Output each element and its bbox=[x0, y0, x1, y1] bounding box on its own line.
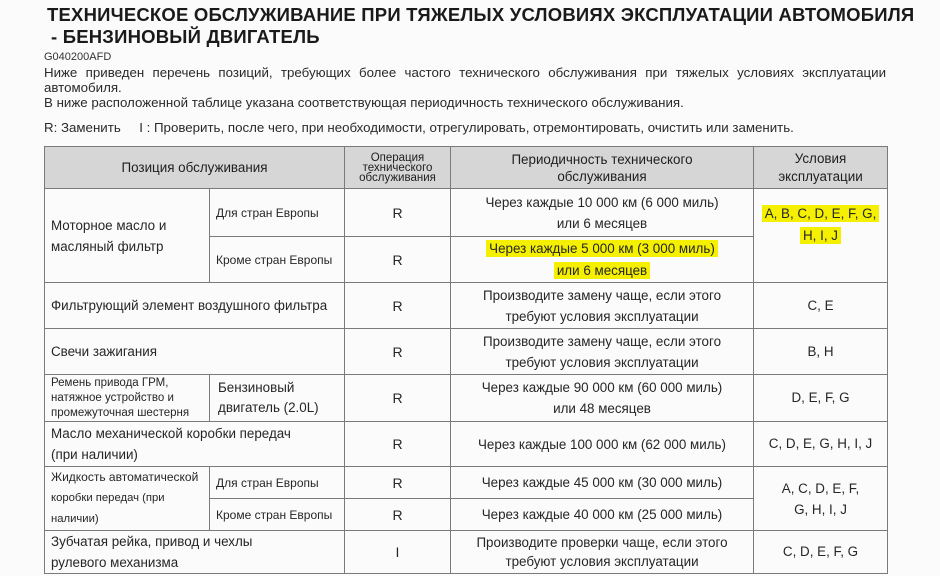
position-line: масляный фильтр bbox=[51, 238, 164, 254]
intro-text bbox=[44, 65, 886, 110]
conditions-cell: C, D, E, F, G bbox=[754, 531, 888, 574]
operation-cell: R bbox=[345, 283, 451, 329]
period-cell bbox=[451, 283, 754, 329]
maintenance-table bbox=[44, 146, 888, 574]
position-line: Зубчатая рейка, привод и чехлы bbox=[51, 534, 253, 549]
highlighted-conditions: H, I, J bbox=[800, 227, 841, 244]
sub-position-cell: Кроме стран Европы bbox=[210, 237, 345, 283]
position-line: рулевого механизма bbox=[51, 555, 179, 570]
period-line: Производите проверки чаще, если этого bbox=[476, 535, 728, 550]
operation-cell: R bbox=[345, 189, 451, 237]
position-line: натяжное устройство и bbox=[51, 391, 174, 404]
highlighted-conditions: A, B, C, D, E, F, G, bbox=[762, 205, 880, 222]
position-cell bbox=[45, 189, 210, 283]
period-line: требуют условия эксплуатации bbox=[505, 308, 699, 324]
operation-cell: R bbox=[345, 499, 451, 531]
period-cell bbox=[451, 189, 754, 237]
conditions-cell: D, E, F, G bbox=[754, 375, 888, 422]
header-period-line2: обслуживания bbox=[557, 168, 647, 184]
page-title bbox=[47, 4, 927, 48]
highlighted-period: Через каждые 5 000 км (3 000 миль) bbox=[486, 240, 718, 257]
position-cell bbox=[45, 531, 345, 574]
operation-cell: R bbox=[345, 329, 451, 375]
conditions-cell bbox=[754, 189, 888, 283]
period-line: или 6 месяцев bbox=[556, 215, 648, 231]
position-line: коробки передач (при наличии) bbox=[51, 492, 165, 525]
document-code: G040200AFD bbox=[44, 51, 112, 63]
header-period bbox=[451, 147, 754, 189]
conditions-cell bbox=[754, 467, 888, 531]
period-line: Производите замену чаще, если этого bbox=[482, 333, 722, 349]
title-line-1: ТЕХНИЧЕСКОЕ ОБСЛУЖИВАНИЕ ПРИ ТЯЖЕЛЫХ УСЛОВИЯХ ЭКСПЛУАТАЦИИ АВТОМОБИЛЯ bbox=[47, 4, 915, 25]
position-line: Моторное масло и bbox=[51, 217, 167, 233]
period-cell: Через каждые 45 000 км (30 000 миль) bbox=[451, 467, 754, 499]
period-line: Производите замену чаще, если этого bbox=[482, 287, 722, 303]
sub-position-cell bbox=[210, 375, 345, 422]
position-line: Ремень привода ГРМ, bbox=[51, 376, 169, 389]
position-cell: Свечи зажигания bbox=[45, 329, 345, 375]
table-row bbox=[45, 467, 888, 499]
period-cell: Через каждые 100 000 км (62 000 миль) bbox=[451, 422, 754, 467]
table-row bbox=[45, 189, 888, 237]
position-line: Жидкость автоматической bbox=[51, 470, 199, 484]
intro-paragraph-1: Ниже приведен перечень позиций, требующих более частого технического обслуживания при тяжелых условиях эксплуатации автомобиля. bbox=[44, 65, 886, 95]
sub-position-line: двигатель (2.0L) bbox=[218, 400, 319, 415]
period-cell bbox=[451, 531, 754, 574]
header-operation-line1: Операция bbox=[370, 151, 425, 164]
operation-cell: R bbox=[345, 237, 451, 283]
position-cell bbox=[45, 375, 210, 422]
period-line: требуют условия эксплуатации bbox=[505, 554, 699, 569]
period-line: Через каждые 10 000 км (6 000 миль) bbox=[485, 194, 719, 210]
period-cell bbox=[451, 375, 754, 422]
header-operation bbox=[345, 147, 451, 189]
intro-paragraph-2: В ниже расположенной таблице указана соответствующая периодичность технического обслуживания. bbox=[44, 95, 684, 110]
conditions-line: A, C, D, E, F, bbox=[781, 480, 860, 496]
period-line: требуют условия эксплуатации bbox=[505, 354, 699, 370]
position-cell bbox=[45, 467, 210, 531]
period-line: или 48 месяцев bbox=[553, 401, 651, 416]
header-period-line1: Периодичность технического bbox=[511, 151, 693, 167]
operation-cell: I bbox=[345, 531, 451, 574]
operation-cell: R bbox=[345, 467, 451, 499]
period-line: Через каждые 90 000 км (60 000 миль) bbox=[481, 380, 723, 395]
sub-position-cell: Кроме стран Европы bbox=[210, 499, 345, 531]
position-line: Масло механической коробки передач bbox=[51, 426, 291, 441]
highlighted-period: или 6 месяцев bbox=[554, 262, 650, 279]
table-row bbox=[45, 422, 888, 467]
table-row bbox=[45, 531, 888, 574]
header-operation-line2: технического bbox=[362, 161, 433, 174]
position-line: промежуточная шестерня bbox=[51, 406, 190, 419]
position-cell: Фильтрующий элемент воздушного фильтра bbox=[45, 283, 345, 329]
header-position: Позиция обслуживания bbox=[45, 147, 345, 189]
sub-position-cell: Для стран Европы bbox=[210, 189, 345, 237]
table-header-row bbox=[45, 147, 888, 189]
sub-position-cell: Для стран Европы bbox=[210, 467, 345, 499]
header-conditions-line2: эксплуатации bbox=[778, 168, 863, 184]
legend: R: Заменить I : Проверить, после чего, при необходимости, отрегулировать, отремонтировать, очистить или заменить. bbox=[44, 120, 794, 135]
operation-cell: R bbox=[345, 375, 451, 422]
conditions-line: G, H, I, J bbox=[794, 501, 847, 517]
conditions-cell: B, H bbox=[754, 329, 888, 375]
conditions-cell: C, E bbox=[754, 283, 888, 329]
period-cell: Через каждые 40 000 км (25 000 миль) bbox=[451, 499, 754, 531]
header-conditions bbox=[754, 147, 888, 189]
title-line-2: - БЕНЗИНОВЫЙ ДВИГАТЕЛЬ bbox=[51, 26, 320, 47]
table-row bbox=[45, 329, 888, 375]
header-operation-line3: обслуживания bbox=[359, 171, 436, 184]
operation-cell: R bbox=[345, 422, 451, 467]
period-cell bbox=[451, 237, 754, 283]
header-conditions-line1: Условия bbox=[794, 150, 847, 166]
table-row bbox=[45, 375, 888, 422]
table-row bbox=[45, 283, 888, 329]
position-line: (при наличии) bbox=[51, 447, 138, 462]
period-cell bbox=[451, 329, 754, 375]
sub-position-line: Бензиновый bbox=[218, 380, 295, 395]
position-cell bbox=[45, 422, 345, 467]
conditions-cell: C, D, E, G, H, I, J bbox=[754, 422, 888, 467]
